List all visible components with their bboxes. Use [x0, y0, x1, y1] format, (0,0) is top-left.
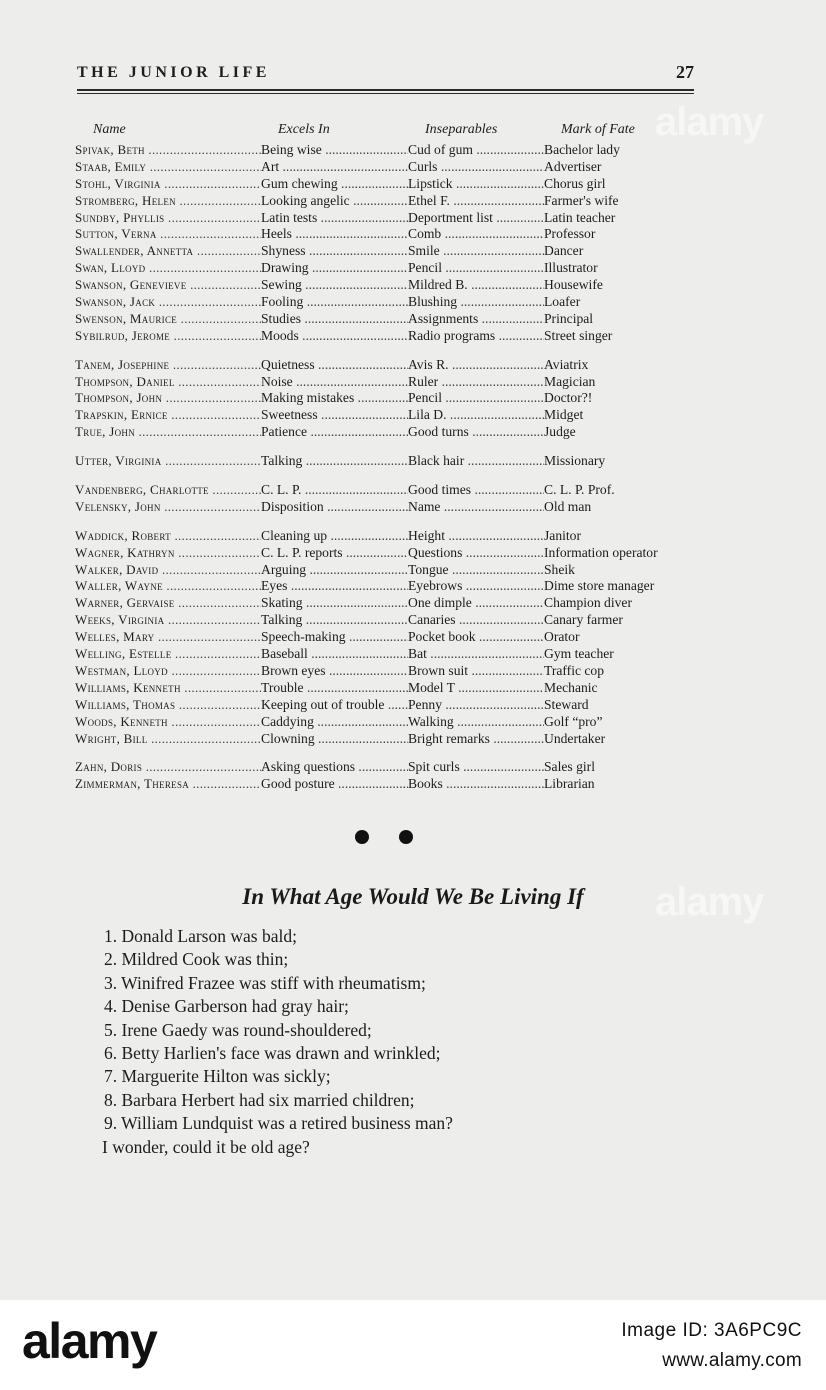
excels-in: Trouble .....	[261, 680, 408, 696]
mark-of-fate: Magician	[544, 373, 596, 389]
table-row	[75, 328, 695, 345]
excels-in: Clowning .....	[261, 731, 408, 747]
excels-in: Studies .....	[261, 311, 408, 327]
table-row	[75, 142, 695, 159]
table-row	[75, 226, 695, 243]
excels-in: Asking questions .....	[261, 759, 408, 775]
list-item: 3. Winifred Frazee was stiff with rheumatism;	[104, 972, 426, 993]
excels-in: Talking .....	[261, 612, 408, 628]
table-row	[75, 759, 695, 776]
table-row	[75, 612, 695, 629]
table-row	[75, 193, 695, 210]
excels-in: Art .....	[261, 159, 408, 175]
student-name: Thompson, Daniel .....	[75, 374, 261, 390]
excels-in: Caddying .....	[261, 714, 408, 730]
ornament-dot	[399, 830, 413, 844]
student-name: Tanem, Josephine .....	[75, 357, 261, 373]
mark-of-fate: Old man	[544, 498, 592, 514]
table-row	[75, 731, 695, 748]
roster-group	[75, 357, 695, 441]
table-row	[75, 528, 695, 545]
student-name: Swallender, Annetta .....	[75, 243, 261, 259]
excels-in: Keeping out of trouble .....	[261, 697, 408, 713]
mark-of-fate: Golf “pro”	[544, 713, 603, 729]
list-item: 1. Donald Larson was bald;	[104, 926, 297, 946]
mark-of-fate: Dime store manager	[544, 578, 655, 594]
student-name: Zahn, Doris .....	[75, 759, 261, 775]
inseparables: Walking .....	[408, 714, 544, 730]
inseparables: Deportment list .....	[408, 210, 544, 226]
excels-in: Patience .....	[261, 424, 408, 440]
col-header-name: Name	[93, 122, 126, 137]
col-header-inseparables: Inseparables	[425, 122, 498, 137]
excels-in: Latin tests .....	[261, 210, 408, 226]
table-row	[75, 260, 695, 277]
table-row	[75, 424, 695, 441]
student-name: Swan, Lloyd .....	[75, 260, 261, 276]
inseparables: Comb .....	[408, 226, 544, 242]
mark-of-fate: Street singer	[544, 327, 613, 343]
inseparables: Blushing .....	[408, 294, 544, 310]
image-id: Image ID: 3A6PC9C	[621, 1320, 802, 1341]
inseparables: Good times .....	[408, 482, 544, 498]
site-url: www.alamy.com	[662, 1350, 802, 1371]
table-row	[75, 453, 695, 470]
mark-of-fate: Judge	[544, 424, 576, 440]
table-row	[75, 294, 695, 311]
mark-of-fate: Professor	[544, 226, 596, 242]
student-name: True, John .....	[75, 424, 261, 440]
student-name: Thompson, John .....	[75, 390, 261, 406]
mark-of-fate: Bachelor lady	[544, 142, 620, 157]
table-row	[75, 159, 695, 176]
section-ornament	[355, 830, 415, 848]
inseparables: Mildred B. .....	[408, 277, 544, 293]
mark-of-fate: Principal	[544, 310, 594, 326]
mark-of-fate: Sheik	[544, 561, 575, 577]
student-roster-table	[75, 122, 695, 805]
inseparables: Curls .....	[408, 159, 544, 175]
page-header	[77, 62, 694, 86]
student-name: Trapskin, Ernice .....	[75, 407, 261, 423]
mark-of-fate: Latin teacher	[544, 209, 616, 225]
mark-of-fate: Steward	[544, 696, 589, 712]
student-name: Waddick, Robert .....	[75, 528, 261, 544]
student-name: Walker, David .....	[75, 562, 261, 578]
student-name: Staab, Emily .....	[75, 159, 261, 175]
mark-of-fate: Sales girl	[544, 759, 595, 775]
inseparables: Bat .....	[408, 646, 544, 662]
table-row	[75, 562, 695, 579]
inseparables: Bright remarks .....	[408, 731, 544, 747]
roster-group	[75, 142, 695, 345]
student-name: Williams, Thomas .....	[75, 697, 261, 713]
inseparables: Eyebrows .....	[408, 578, 544, 594]
student-name: Westman, Lloyd .....	[75, 663, 261, 679]
table-row	[75, 629, 695, 646]
excels-in: Heels .....	[261, 226, 408, 242]
table-row	[75, 697, 695, 714]
running-title: THE JUNIOR LIFE	[77, 64, 270, 81]
student-name: Williams, Kenneth .....	[75, 680, 261, 696]
student-name: Stohl, Virginia .....	[75, 176, 261, 192]
mark-of-fate: Janitor	[544, 527, 581, 543]
student-name: Wagner, Kathryn .....	[75, 545, 261, 561]
student-name: Utter, Virginia .....	[75, 453, 261, 469]
list-item: 8. Barbara Herbert had six married children;	[104, 1089, 415, 1110]
table-row	[75, 714, 695, 731]
student-name: Spivak, Beth .....	[75, 142, 261, 158]
student-name: Velensky, John .....	[75, 499, 261, 515]
excels-in: Sweetness .....	[261, 407, 408, 423]
mark-of-fate: Gym teacher	[544, 646, 614, 662]
excels-in: Speech-making .....	[261, 629, 408, 645]
roster-group	[75, 759, 695, 793]
student-name: Zimmerman, Theresa .....	[75, 776, 261, 792]
student-name: Welles, Mary .....	[75, 629, 261, 645]
mark-of-fate: Advertiser	[544, 158, 602, 174]
excels-in: C. L. P. reports .....	[261, 545, 408, 561]
mark-of-fate: Aviatrix	[544, 356, 589, 372]
mark-of-fate: Dancer	[544, 243, 584, 259]
inseparables: Name .....	[408, 499, 544, 515]
table-row	[75, 663, 695, 680]
table-row	[75, 210, 695, 227]
ornament-dot	[355, 830, 369, 844]
student-name: Warner, Gervaise .....	[75, 595, 261, 611]
excels-in: Noise .....	[261, 374, 408, 390]
inseparables: Pocket book .....	[408, 629, 544, 645]
list-item: 9. William Lundquist was a retired business man?	[104, 1113, 453, 1134]
excels-in: Shyness .....	[261, 243, 408, 259]
inseparables: Lila D. .....	[408, 407, 544, 423]
table-row	[75, 578, 695, 595]
table-row	[75, 243, 695, 260]
student-name: Sybilrud, Jerome .....	[75, 328, 261, 344]
list-item: 2. Mildred Cook was thin;	[104, 949, 289, 970]
table-row	[75, 277, 695, 294]
student-name: Stromberg, Helen .....	[75, 193, 261, 209]
inseparables: Radio programs .....	[408, 328, 544, 344]
mark-of-fate: Loafer	[544, 294, 581, 310]
roster-group	[75, 528, 695, 748]
mark-of-fate: Housewife	[544, 277, 603, 293]
excels-in: Cleaning up .....	[261, 528, 408, 544]
inseparables: Pencil .....	[408, 390, 544, 406]
inseparables: Ethel F. .....	[408, 193, 544, 209]
excels-in: Disposition .....	[261, 499, 408, 515]
poem-list	[104, 925, 704, 1159]
mark-of-fate: Information operator	[544, 544, 658, 560]
student-name: Sundby, Phyllis .....	[75, 210, 261, 226]
student-name: Welling, Estelle .....	[75, 646, 261, 662]
inseparables: Penny .....	[408, 697, 544, 713]
list-item: 6. Betty Harlien's face was drawn and wrinkled;	[104, 1042, 441, 1063]
inseparables: Cud of gum .....	[408, 142, 544, 158]
excels-in: Eyes .....	[261, 578, 408, 594]
col-header-mark-of-fate: Mark of Fate	[561, 122, 635, 137]
inseparables: Books .....	[408, 776, 544, 792]
watermark: alamy	[655, 880, 764, 924]
table-row	[75, 499, 695, 516]
inseparables: Assignments .....	[408, 311, 544, 327]
mark-of-fate: Farmer's wife	[544, 192, 619, 208]
inseparables: Model T .....	[408, 680, 544, 696]
poem-closing-line: I wonder, could it be old age?	[102, 1136, 310, 1157]
table-row	[75, 680, 695, 697]
inseparables: Smile .....	[408, 243, 544, 259]
mark-of-fate: Missionary	[544, 453, 606, 469]
student-name: Vandenberg, Charlotte .....	[75, 482, 261, 498]
table-row	[75, 545, 695, 562]
watermark: alamy	[655, 100, 764, 144]
inseparables: Avis R. .....	[408, 357, 544, 373]
excels-in: Arguing .....	[261, 562, 408, 578]
inseparables: Spit curls .....	[408, 759, 544, 775]
student-name: Woods, Kenneth .....	[75, 714, 261, 730]
header-rule-thick	[77, 89, 694, 91]
inseparables: Good turns .....	[408, 424, 544, 440]
inseparables: Canaries .....	[408, 612, 544, 628]
inseparables: Ruler .....	[408, 374, 544, 390]
poem-title: In What Age Would We Be Living If	[242, 884, 584, 909]
inseparables: Tongue .....	[408, 562, 544, 578]
excels-in: C. L. P. .....	[261, 482, 408, 498]
mark-of-fate: Illustrator	[544, 260, 598, 276]
excels-in: Looking angelic .....	[261, 193, 408, 209]
excels-in: Being wise .....	[261, 142, 408, 158]
inseparables: Black hair .....	[408, 453, 544, 469]
mark-of-fate: Canary farmer	[544, 612, 623, 628]
table-row	[75, 374, 695, 391]
excels-in: Fooling .....	[261, 294, 408, 310]
list-item: 4. Denise Garberson had gray hair;	[104, 996, 349, 1017]
inseparables: Questions .....	[408, 545, 544, 561]
table-row	[75, 595, 695, 612]
excels-in: Moods .....	[261, 328, 408, 344]
table-row	[75, 311, 695, 328]
alamy-logo: alamy	[22, 1313, 157, 1369]
mark-of-fate: Undertaker	[544, 730, 606, 746]
table-row	[75, 482, 695, 499]
table-header-row	[75, 122, 695, 142]
excels-in: Brown eyes .....	[261, 663, 408, 679]
excels-in: Gum chewing .....	[261, 176, 408, 192]
inseparables: Height .....	[408, 528, 544, 544]
excels-in: Talking .....	[261, 453, 408, 469]
table-row	[75, 407, 695, 424]
roster-group	[75, 482, 695, 516]
mark-of-fate: Mechanic	[544, 679, 598, 695]
student-name: Weeks, Virginia .....	[75, 612, 261, 628]
student-name: Wright, Bill .....	[75, 731, 261, 747]
inseparables: Lipstick .....	[408, 176, 544, 192]
table-row	[75, 390, 695, 407]
table-row	[75, 776, 695, 793]
table-row	[75, 176, 695, 193]
student-name: Waller, Wayne .....	[75, 578, 261, 594]
list-item: 5. Irene Gaedy was round-shouldered;	[104, 1019, 372, 1040]
col-header-excels-in: Excels In	[278, 122, 330, 137]
inseparables: One dimple .....	[408, 595, 544, 611]
mark-of-fate: Champion diver	[544, 595, 632, 611]
excels-in: Good posture .....	[261, 776, 408, 792]
mark-of-fate: Midget	[544, 407, 584, 423]
list-item: 7. Marguerite Hilton was sickly;	[104, 1066, 331, 1087]
excels-in: Baseball .....	[261, 646, 408, 662]
mark-of-fate: Chorus girl	[544, 175, 606, 191]
excels-in: Quietness .....	[261, 357, 408, 373]
table-row	[75, 357, 695, 374]
mark-of-fate: C. L. P. Prof.	[544, 482, 615, 498]
roster-group	[75, 453, 695, 470]
mark-of-fate: Orator	[544, 629, 580, 645]
mark-of-fate: Librarian	[544, 776, 595, 792]
mark-of-fate: Doctor?!	[544, 390, 593, 406]
student-name: Swanson, Jack .....	[75, 294, 261, 310]
mark-of-fate: Traffic cop	[544, 662, 605, 678]
excels-in: Sewing .....	[261, 277, 408, 293]
student-name: Swenson, Maurice .....	[75, 311, 261, 327]
inseparables: Brown suit .....	[408, 663, 544, 679]
page-number: 27	[676, 62, 694, 82]
inseparables: Pencil .....	[408, 260, 544, 276]
excels-in: Skating .....	[261, 595, 408, 611]
student-name: Sutton, Verna .....	[75, 226, 261, 242]
student-name: Swanson, Genevieve .....	[75, 277, 261, 293]
table-body	[75, 142, 695, 793]
excels-in: Making mistakes .....	[261, 390, 408, 406]
header-rule-thin	[77, 93, 694, 94]
excels-in: Drawing .....	[261, 260, 408, 276]
stock-footer	[0, 1300, 826, 1390]
table-row	[75, 646, 695, 663]
